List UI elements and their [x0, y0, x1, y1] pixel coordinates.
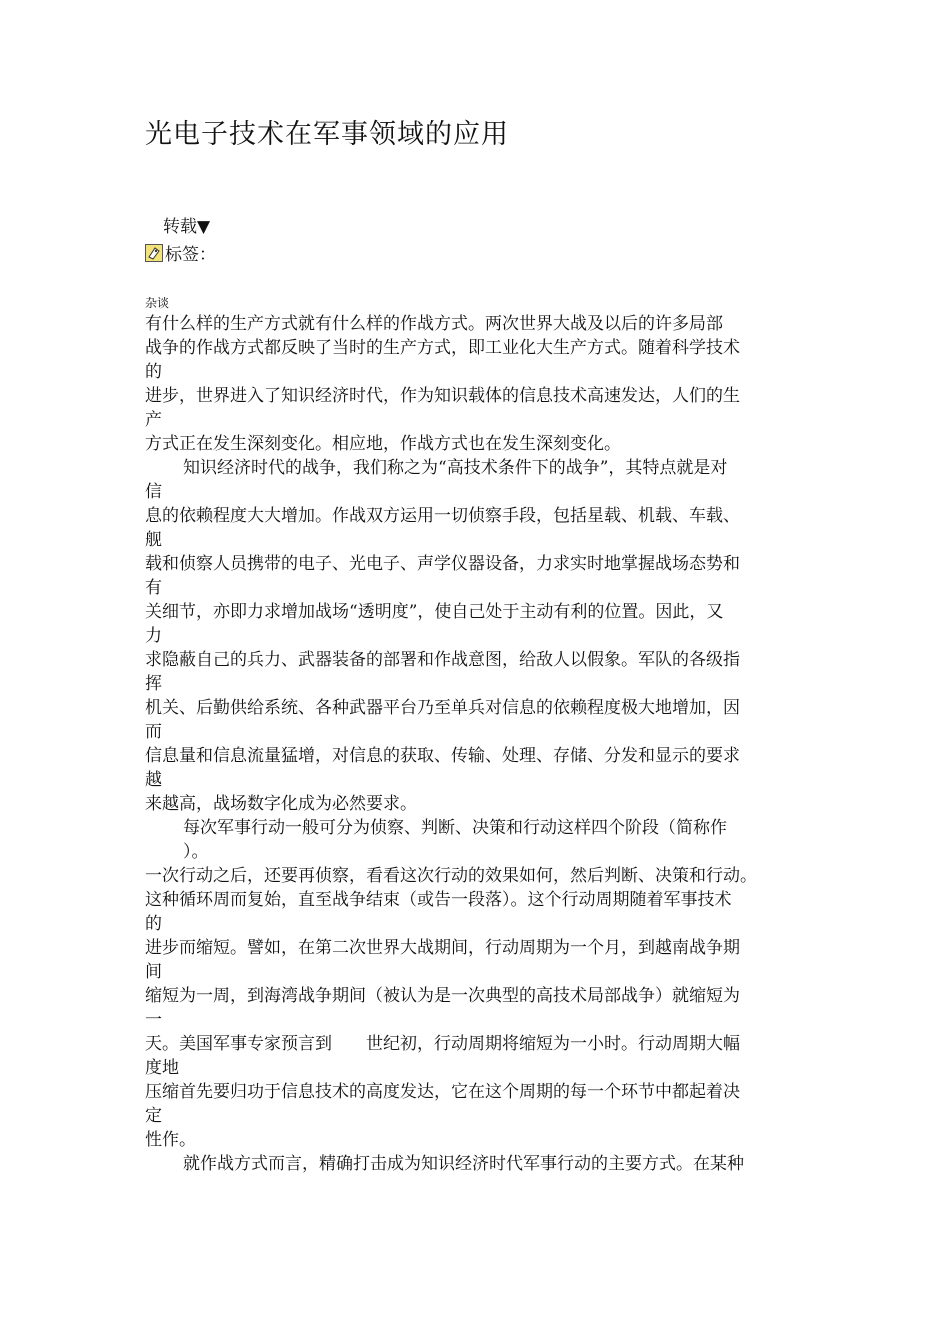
repost-toggle[interactable]: 转载▼: [163, 217, 211, 237]
body-line: 机关、后勤供给系统、各种武器平台乃至单兵对信息的依赖程度极大地增加，因: [145, 698, 740, 718]
body-line: 压缩首先要归功于信息技术的高度发达，它在这个周期的每一个环节中都起着决: [145, 1082, 740, 1102]
body-line: 舰: [145, 530, 162, 550]
body-line: 挥: [145, 674, 162, 694]
article-title: 光电子技术在军事领域的应用: [145, 119, 509, 150]
body-line: 求隐蔽自己的兵力、武器装备的部署和作战意图，给敌人以假象。军队的各级指: [145, 650, 740, 670]
body-line: 一: [145, 1010, 162, 1030]
body-line: 性作。: [145, 1130, 196, 1150]
body-line: 每次军事行动一般可分为侦察、判断、决策和行动这样四个阶段（简称作: [183, 818, 727, 838]
body-line: 力: [145, 626, 162, 646]
body-line: 度地: [145, 1058, 179, 1078]
body-line: 信息量和信息流量猛增，对信息的获取、传输、处理、存储、分发和显示的要求: [145, 746, 740, 766]
body-line: 来越高，战场数字化成为必然要求。: [145, 794, 417, 814]
tags-row: [145, 240, 216, 265]
body-line: 缩短为一周，到海湾战争期间（被认为是一次典型的高技术局部战争）就缩短为: [145, 986, 740, 1006]
body-line: 一次行动之后，还要再侦察，看看这次行动的效果如何，然后判断、决策和行动。: [145, 866, 757, 886]
body-line: 定: [145, 1106, 162, 1126]
body-line: 信: [145, 482, 162, 502]
body-line: 载和侦察人员携带的电子、光电子、声学仪器设备，力求实时地掌握战场态势和: [145, 554, 740, 574]
body-line: 关细节，亦即力求增加战场“透明度”，使自己处于主动有利的位置。因此，又: [145, 602, 724, 622]
tag-icon: [145, 244, 163, 262]
body-line: 而: [145, 722, 162, 742]
category-label: 杂谈: [145, 296, 170, 310]
body-line: 方式正在发生深刻变化。相应地，作战方式也在发生深刻变化。: [145, 434, 621, 454]
body-line: 战争的作战方式都反映了当时的生产方式，即工业化大生产方式。随着科学技术: [145, 338, 740, 358]
body-line: 的: [145, 914, 162, 934]
body-line: 这种循环周而复始，直至战争结束（或告一段落）。这个行动周期随着军事技术: [145, 890, 732, 910]
body-line: 的: [145, 362, 162, 382]
body-line: 就作战方式而言，精确打击成为知识经济时代军事行动的主要方式。在某种: [183, 1154, 744, 1174]
body-line: 间: [145, 962, 162, 982]
body-line: 有什么样的生产方式就有什么样的作战方式。两次世界大战及以后的许多局部: [145, 314, 723, 334]
article-body: [145, 312, 825, 1176]
body-line: 产: [145, 410, 162, 430]
body-line: ）。: [183, 842, 209, 862]
body-line: 天。美国军事专家预言到 世纪初，行动周期将缩短为一小时。行动周期大幅: [145, 1034, 740, 1054]
tags-label: 标签：: [165, 245, 216, 265]
body-line: 有: [145, 578, 162, 598]
body-line: 进步，世界进入了知识经济时代，作为知识载体的信息技术高速发达，人们的生: [145, 386, 740, 406]
body-line: 进步而缩短。譬如，在第二次世界大战期间，行动周期为一个月，到越南战争期: [145, 938, 740, 958]
body-line: 知识经济时代的战争，我们称之为“高技术条件下的战争”，其特点就是对: [183, 458, 728, 478]
body-line: 越: [145, 770, 162, 790]
body-line: 息的依赖程度大大增加。作战双方运用一切侦察手段，包括星载、机载、车载、: [145, 506, 740, 526]
